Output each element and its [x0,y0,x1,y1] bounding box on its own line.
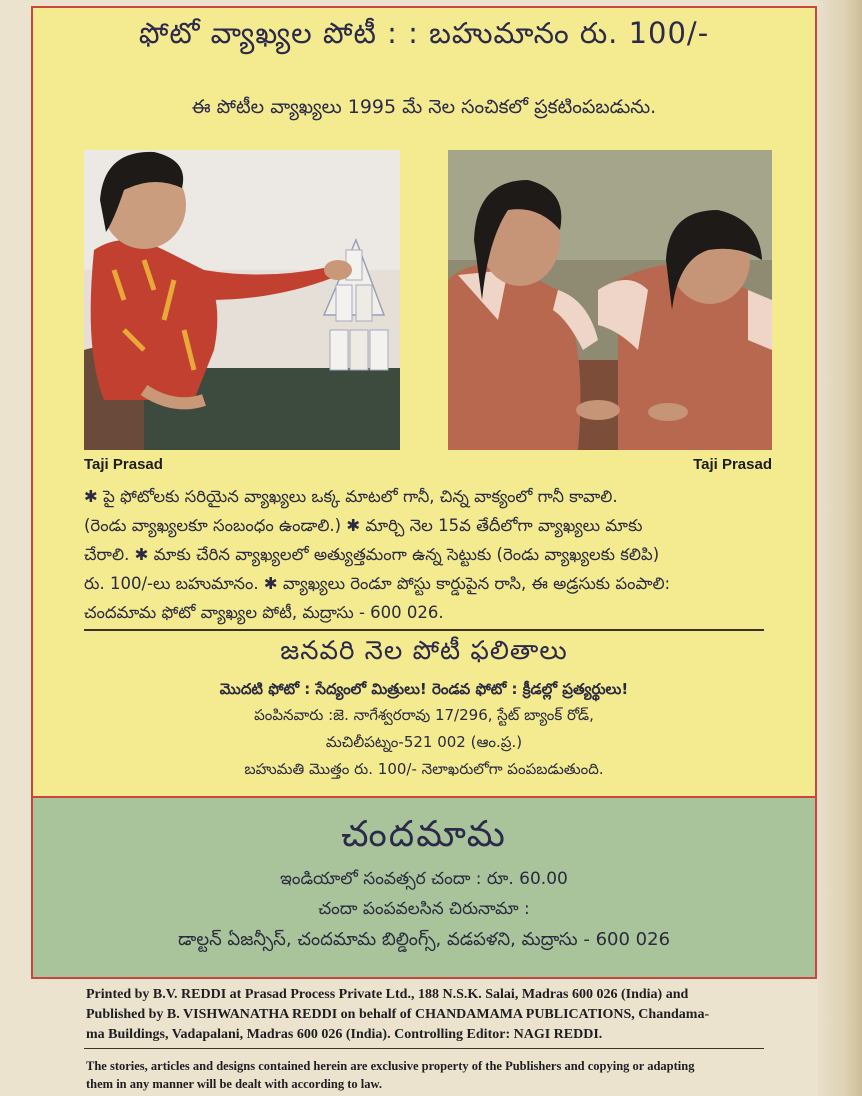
photo-boy-illustration [84,150,400,450]
rules-line: (రెండు వ్యాఖ్యలకూ సంబంధం ఉండాలి.) ✱ మార్చి నెల 15వ తేదీలోగా వ్యాఖ్యలు మాకు [84,516,643,535]
contest-subtitle: ఈ పోటీల వ్యాఖ్యలు 1995 మే నెల సంచికలో ప్రకటింపబడును. [191,96,657,118]
imprint-line: ma Buildings, Vadapalani, Madras 600 026 (India). Controlling Editor: NAGI REDDI. [86,1027,603,1042]
results-prize-note: బహుమతి మొత్తం రు. 100/- నెలాఖరులోగా పంపబడుతుంది. [244,760,604,778]
imprint-line: Published by B. VISHWANATHA REDDI on behalf of CHANDAMAMA PUBLICATIONS, Chandama- [86,1007,710,1022]
section-divider [84,629,764,631]
photo-girls-illustration [448,150,772,450]
subscription-address: డాల్టన్ ఏజన్సీస్, చందమామ బిల్డింగ్స్, వడపళని, మద్రాసు - 600 026 [177,929,671,950]
subscription-address-label: చందా పంపవలసిన చిరునామా : [318,899,530,919]
imprint-block [86,985,776,1045]
results-sender-city: మచిలీపట్నం-521 002 (ఆం.ప్ర.) [325,733,523,751]
contest-title: ఫోటో వ్యాఖ్యల పోటీ : : బహుమానం రు. 100/- [138,16,710,50]
footer-divider [84,1048,764,1049]
page-edge [818,0,862,1096]
subscription-rate: ఇండియాలో సంవత్సర చందా : రూ. 60.00 [280,869,568,889]
copyright-notice [86,1057,776,1093]
photo-credit-left: Taji Prasad [84,456,163,473]
rules-line: చందమామ ఫోటో వ్యాఖ్యల పోటీ, మద్రాసు - 600 026. [84,603,444,622]
results-heading: జనవరి నెల పోటీ ఫలితాలు [280,636,568,666]
notice-line: them in any manner will be dealt with according to law. [86,1077,382,1091]
magazine-name: చందమామ [341,814,507,855]
photo-boy-building-card-house [84,150,400,450]
rules-line: రు. 100/-లు బహుమానం. ✱ వ్యాఖ్యలు రెండూ పోస్టు కార్డుపైన రాసి, ఈ అడ్రసుకు పంపాలి: [84,574,671,593]
contest-rules [84,482,774,627]
results-photo-titles: మొదటి ఫోటో : సేద్యంలో మిత్రులు! రెండవ ఫోటో : క్రీడల్లో ప్రత్యర్థులు! [219,680,629,698]
rules-line: చేరాలి. ✱ మాకు చేరిన వ్యాఖ్యలలో అత్యుత్తమంగా ఉన్న సెట్టుకు (రెండు వ్యాఖ్యలకు కలిపి) [84,545,660,564]
rules-line: ✱ పై ఫోటోలకు సరియైన వ్యాఖ్యలు ఒక్క మాటలో గానీ, చిన్న వాక్యంలో గానీ కావాలి. [84,487,618,506]
notice-line: The stories, articles and designs contained herein are exclusive property of the Publishers and copying or adapting [86,1059,695,1073]
photo-girls-playing [448,150,772,450]
results-sender: పంపినవారు :జె. నాగేశ్వరరావు 17/296, స్టేట్ బ్యాంక్ రోడ్, [254,706,594,724]
photo-credit-right: Taji Prasad [693,456,772,473]
imprint-line: Printed by B.V. REDDI at Prasad Process Private Ltd., 188 N.S.K. Salai, Madras 600 026 (India) and [86,987,689,1002]
